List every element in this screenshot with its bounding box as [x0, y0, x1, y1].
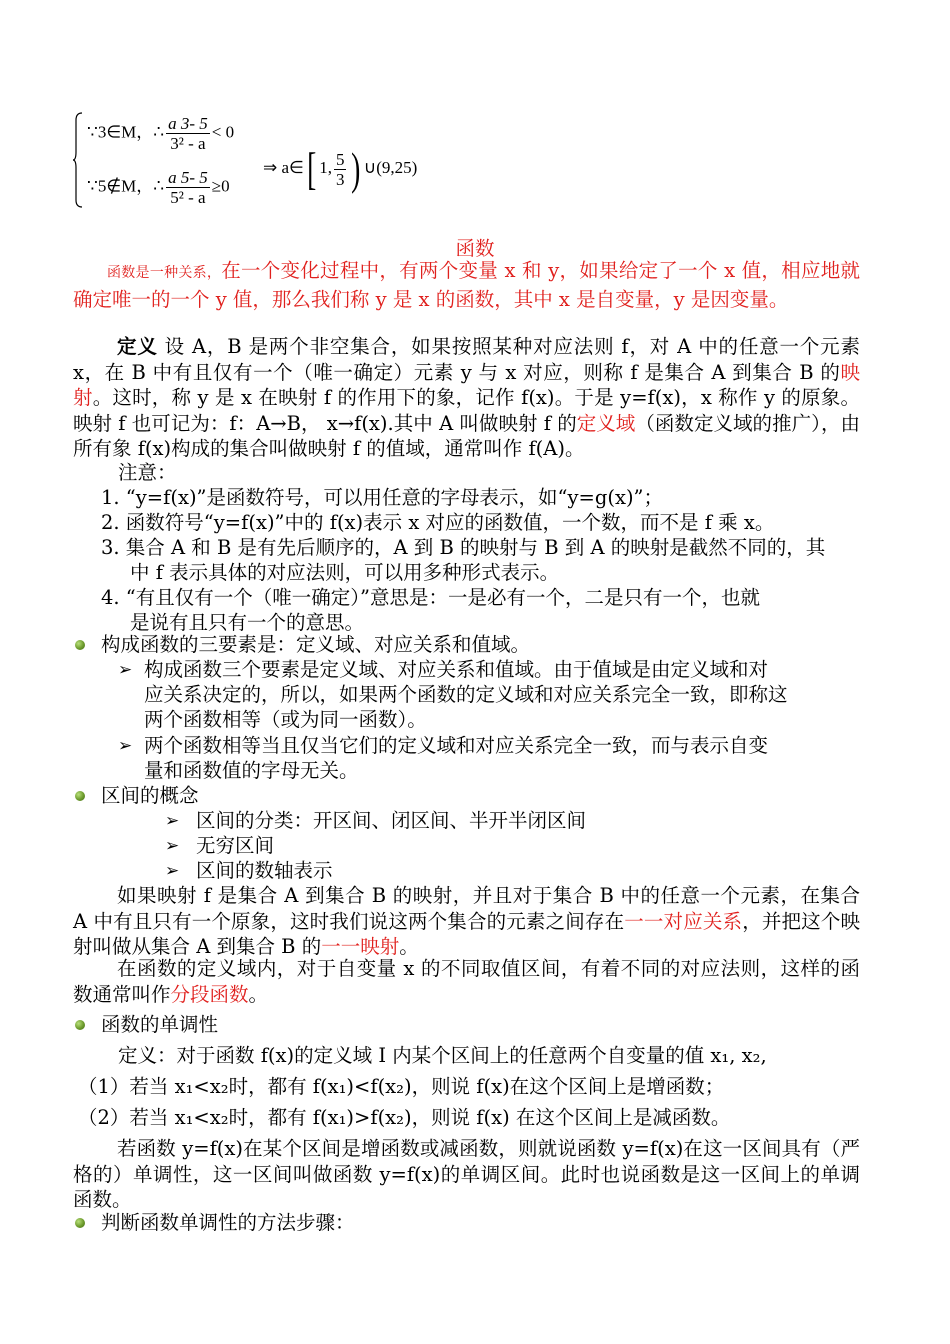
intro-text: 在一个变化过程中，有两个变量 x 和 y，如果给定了一个 x 值，相应地就确定唯一的一个 y 值，那么我们称 y 是 x 的函数，其中 x 是自变量，y 是因变量。 — [73, 259, 860, 311]
math-row-2-fraction — [166, 168, 210, 207]
green-sphere-bullet-icon — [75, 791, 85, 801]
note-item-4-cont: 是说有且只有一个的意思。 — [130, 611, 365, 634]
implies-symbol: ⇒ a∈ — [263, 157, 304, 177]
interval-union: ∪(9,25) — [363, 157, 418, 177]
term-bijection: 一一映射 — [321, 935, 400, 958]
green-sphere-bullet-icon — [75, 640, 85, 650]
math-row-1-relation: < 0 — [211, 122, 235, 142]
bijection-text-3: 。 — [399, 935, 419, 958]
left-bracket-icon: [ — [306, 143, 317, 194]
math-row-1 — [87, 114, 234, 153]
piecewise-text-2: 。 — [248, 982, 269, 1006]
intro-paragraph — [73, 258, 860, 312]
math-row-2-relation: ≥0 — [211, 176, 230, 196]
bijection-text-1: 如果映射 f 是集合 A 到集合 B 的映射，并且对于集合 B 中的任意一个元素，在集合 A 中有且只有一个原象，这时我们说这两个集合的元素之间存在 — [73, 884, 860, 933]
math-row-2 — [87, 168, 230, 207]
definition-text-2: 。这时，称 y 是 x 在映射 f 的作用下的象，记作 f(x)。于是 y=f(x)，x 称作 y 的原象。映射 f 也可记为：f：A→B， x→f(x).其中 A 叫做映射 f 的 — [73, 386, 860, 435]
green-sphere-bullet-icon — [75, 1218, 85, 1228]
right-paren-icon: ) — [351, 143, 361, 194]
math-row-1-prefix: ∵3∈M，∴ — [87, 122, 165, 142]
arrowhead-bullet-icon: ➢ — [165, 836, 180, 856]
interval-item-2: 无穷区间 — [196, 834, 275, 857]
interval-fraction — [334, 150, 347, 189]
note-item-2: 2. 函数符号“y=f(x)”中的 f(x)表示 x 对应的函数值，一个数，而不是 f 乘 x。 — [101, 511, 775, 534]
definition-text-1: 设 A，B 是两个非空集合，如果按照某种对应法则 f，对 A 中的任意一个元素 x，在 B 中有且仅有一个（唯一确定）元素 y 与 x 对应，则称 f 是集合 A 到集合 B 的 — [73, 335, 860, 384]
term-mapping: 映射 — [73, 360, 860, 409]
term-domain: 定义域 — [576, 411, 636, 435]
definition-paragraph — [73, 334, 860, 462]
term-one-to-one-correspondence: 一一对应关系 — [624, 909, 743, 933]
three-elements-sub1-line2: 应关系决定的，所以，如果两个函数的定义域和对应关系完全一致，即称这 — [144, 683, 788, 706]
fraction-denominator: 5² - a — [170, 188, 206, 207]
left-brace-icon — [73, 112, 83, 208]
fraction-numerator: 5 — [335, 149, 345, 169]
fraction-denominator: 3² - a — [170, 134, 206, 153]
interval-heading: 区间的概念 — [101, 784, 199, 807]
fraction-numerator: a 5- 5 — [168, 168, 208, 187]
note-item-3-cont: 中 f 表示具体的对应法则，可以用多种形式表示。 — [130, 561, 560, 584]
interval-left-value: 1, — [319, 157, 332, 177]
definition-text-3: （函数定义域的推广），由所有象 f(x)构成的集合叫做映射 f 的值域，通常叫作 f(A)。 — [73, 411, 860, 460]
arrowhead-bullet-icon: ➢ — [165, 811, 180, 831]
fraction-numerator: a 3- 5 — [168, 114, 208, 133]
math-conclusion — [263, 143, 418, 194]
note-item-1: 1. “y=f(x)”是函数符号，可以用任意的字母表示，如“y=g(x)”； — [101, 486, 664, 509]
interval-item-3: 区间的数轴表示 — [196, 859, 333, 882]
piecewise-text-1: 在函数的定义域内，对于自变量 x 的不同取值区间，有着不同的对应法则，这样的函数通常叫作 — [73, 957, 860, 1006]
monotonic-case-increasing: （1）若当 x₁<x₂时，都有 f(x₁)<f(x₂)，则说 f(x)在这个区间上是增函数； — [78, 1075, 725, 1098]
definition-label: 定义 — [117, 335, 158, 358]
green-sphere-bullet-icon — [75, 1020, 85, 1030]
bijection-paragraph — [73, 883, 860, 960]
notes-title: 注意： — [118, 461, 177, 484]
intro-small-prefix: 函数是一种关系， — [107, 265, 222, 281]
piecewise-paragraph — [73, 956, 860, 1007]
fraction-denominator: 3 — [335, 169, 345, 189]
arrowhead-bullet-icon: ➢ — [165, 861, 180, 881]
arrowhead-bullet-icon: ➢ — [118, 660, 133, 680]
note-item-4: 4. “有且仅有一个（唯一确定）”意思是：一是必有一个，二是只有一个，也就 — [101, 586, 760, 609]
monotonic-case-decreasing: （2）若当 x₁<x₂时，都有 f(x₁)>f(x₂)，则说 f(x) 在这个区间上是减函数。 — [78, 1106, 731, 1129]
three-elements-heading: 构成函数的三要素是：定义域、对应关系和值域。 — [101, 633, 531, 656]
bijection-text-2: ，并把这个映射叫做从集合 A 到集合 B 的 — [73, 909, 860, 958]
interval-item-1: 区间的分类：开区间、闭区间、半开半闭区间 — [196, 809, 587, 832]
three-elements-sub2-line2: 量和函数值的字母无关。 — [144, 759, 359, 782]
method-heading: 判断函数单调性的方法步骤： — [101, 1211, 355, 1234]
monotonic-heading: 函数的单调性 — [101, 1013, 219, 1036]
monotonic-summary: 若函数 y=f(x)在某个区间是增函数或减函数，则就说函数 y=f(x)在这一区间具有（严格的）单调性，这一区间叫做函数 y=f(x)的单调区间。此时也说函数是这一区间上的单调函数。 — [73, 1137, 860, 1211]
three-elements-sub1-line1: 构成函数三个要素是定义域、对应关系和值域。由于值域是由定义域和对 — [144, 658, 769, 681]
three-elements-sub2-line1: 两个函数相等当且仅当它们的定义域和对应关系完全一致，而与表示自变 — [144, 734, 769, 757]
math-condition-system — [73, 108, 473, 212]
three-elements-sub1-line3: 两个函数相等（或为同一函数）。 — [144, 708, 427, 731]
monotonic-definition: 定义：对于函数 f(x)的定义域 I 内某个区间上的任意两个自变量的值 x₁, x₂, — [118, 1044, 767, 1067]
note-item-3: 3. 集合 A 和 B 是有先后顺序的，A 到 B 的映射与 B 到 A 的映射是截然不同的，其 — [101, 536, 826, 559]
term-piecewise-function: 分段函数 — [170, 982, 249, 1006]
math-row-1-fraction — [166, 114, 210, 153]
arrowhead-bullet-icon: ➢ — [118, 736, 133, 756]
section-title: 函数 — [455, 237, 495, 260]
math-row-2-prefix: ∵5∉M，∴ — [87, 176, 165, 196]
